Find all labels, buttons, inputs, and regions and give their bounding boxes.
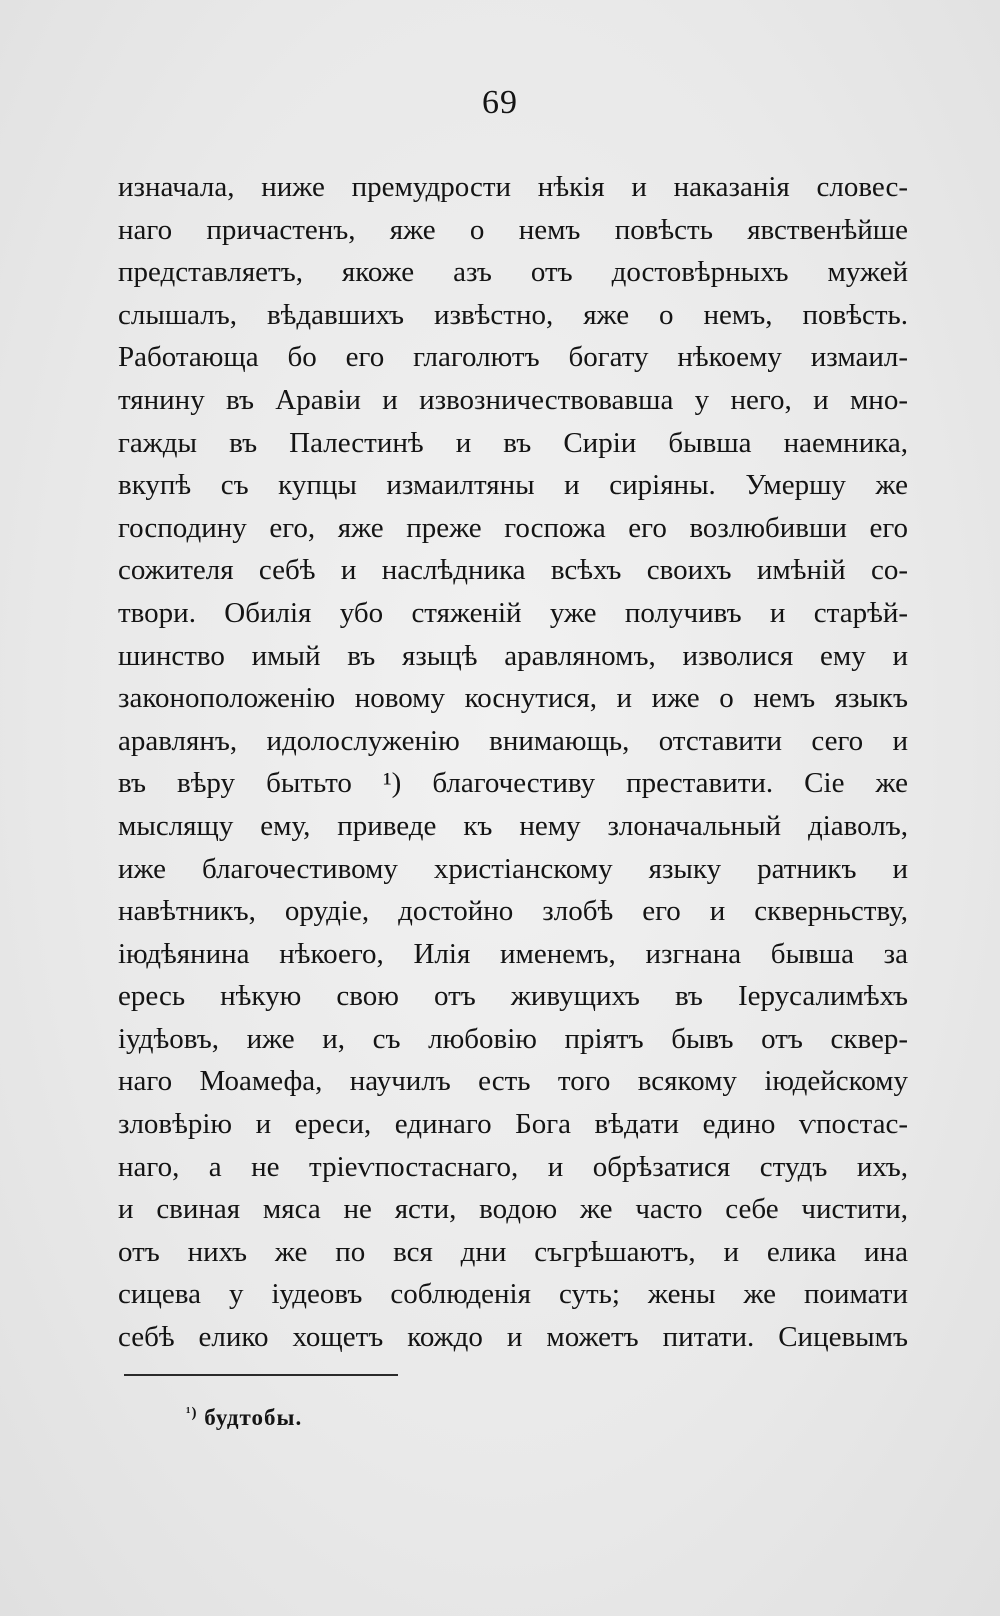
- text-line: въ вѣру бытьто ¹) благочестиву преставити. Сіе же: [118, 767, 908, 800]
- text-line: иже благочестивому христіанскому языку ратникъ и: [118, 852, 908, 885]
- footnote: [186, 1405, 302, 1431]
- text-line: сожителя себѣ и наслѣдника всѣхъ своихъ имѣній со-: [118, 554, 908, 587]
- body-text: [118, 166, 908, 1359]
- text-line: наго Моамефа, научилъ есть того всякому іюдейскому: [118, 1065, 908, 1098]
- text-line: законоположенію новому коснутися, и иже о немъ языкъ: [118, 682, 908, 715]
- text-line: Работающа бо его глаголютъ богату нѣкоему измаил-: [118, 341, 908, 374]
- text-line: и свиная мяса не ясти, водою же часто себе чистити,: [118, 1193, 908, 1226]
- text-line: гажды въ Палестинѣ и въ Сиріи бывша наемника,: [118, 426, 908, 459]
- text-line: зловѣрію и ереси, единаго Бога вѣдати едино ѵпостас-: [118, 1108, 908, 1141]
- footnote-text: будтобы.: [204, 1405, 303, 1430]
- text-line: представляетъ, якоже азъ отъ достовѣрныхъ мужей: [118, 256, 908, 289]
- text-line: господину его, яже преже госпожа его возлюбивши его: [118, 511, 908, 544]
- footnote-divider: [124, 1374, 398, 1376]
- footnote-marker: ¹): [186, 1405, 198, 1421]
- text-line: тянину въ Аравіи и извозничествовавша у него, и мно-: [118, 383, 908, 416]
- text-line: отъ нихъ же по вся дни съгрѣшаютъ, и елика ина: [118, 1235, 908, 1268]
- text-line: іюдѣянина нѣкоего, Илія именемъ, изгнана бывша за: [118, 937, 908, 970]
- text-line: изначала, ниже премудрости нѣкія и наказанія словес-: [118, 171, 908, 203]
- text-line: наго, а не тріеѵпостаснаго, и обрѣзатися студъ ихъ,: [118, 1150, 908, 1183]
- text-line: себѣ елико хощетъ кождо и можетъ питати. Сицевымъ: [118, 1321, 908, 1354]
- text-line: сицева у іудеовъ соблюденія суть; жены же поимати: [118, 1278, 908, 1311]
- text-line: іудѣовъ, иже и, съ любовію пріятъ бывъ отъ сквер-: [118, 1022, 908, 1055]
- text-line: вкупѣ съ купцы измаилтяны и сиріяны. Умершу же: [118, 469, 908, 502]
- page-number: 69: [482, 84, 518, 121]
- text-line: ересь нѣкую свою отъ живущихъ въ Іерусалимѣхъ: [118, 980, 908, 1013]
- text-line: шинство имый въ языцѣ аравляномъ, изволися ему и: [118, 639, 908, 672]
- text-line: наго причастенъ, яже о немъ повѣсть явственѣйше: [118, 213, 908, 246]
- text-line: твори. Обилія убо стяженій уже получивъ и старѣй-: [118, 596, 908, 629]
- text-line: мыслящу ему, приведе къ нему злоначальный діаволъ,: [118, 809, 908, 842]
- text-line: навѣтникъ, орудіе, достойно злобѣ его и скверньству,: [118, 895, 908, 928]
- text-line: аравлянъ, идолослуженію внимающь, отставити сего и: [118, 724, 908, 757]
- text-line: слышалъ, вѣдавшихъ извѣстно, яже о немъ, повѣсть.: [118, 298, 908, 331]
